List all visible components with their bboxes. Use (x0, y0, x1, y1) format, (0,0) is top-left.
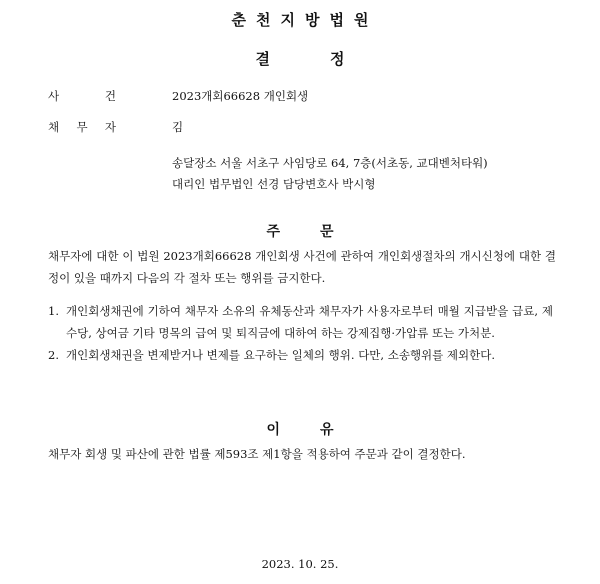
decision-date: 2023. 10. 25. (261, 557, 339, 571)
case-label: 사 건 (48, 89, 116, 103)
order-intro: 채무자에 대한 이 법원 2023개회66628 개인회생 사건에 관하여 개인회생절차의 개시신청에 대한 결정이 있을 때까지 다음의 각 절차 또는 행위를 금지한다. (48, 249, 556, 285)
list-item: 2. 개인회생채권을 변제받거나 변제를 요구하는 일체의 행위. 다만, 소송행위를 제외한다. (48, 348, 496, 362)
court-name: 춘천지방법원 (231, 11, 379, 29)
order-list (48, 300, 553, 366)
debtor-row (48, 119, 184, 135)
debtor-name: 김 (172, 120, 184, 134)
reason-heading: 이유 (266, 422, 374, 438)
order-heading: 주문 (266, 224, 374, 240)
document-title: 결정 (255, 50, 405, 68)
legal-agent: 대리인 법무법인 선경 담당변호사 박시형 (172, 177, 376, 191)
reason-text: 채무자 회생 및 파산에 관한 법률 제593조 제1항을 적용하여 주문과 같이 결정한다. (48, 447, 466, 461)
list-item: 1. 개인회생채권에 기하여 채무자 소유의 유체동산과 채무자가 사용자로부터 매월 지급받을 급료, 제수당, 상여금 기타 명목의 급여 및 퇴직금에 대하여 하는 강제집행·가압류 또는 가처분. (48, 304, 553, 340)
debtor-label: 채 무 자 (48, 120, 116, 134)
case-row (48, 88, 309, 104)
case-number: 2023개회66628 개인회생 (172, 89, 309, 103)
service-address: 송달장소 서울 서초구 사임당로 64, 7층(서초동, 교대벤처타워) (172, 156, 488, 170)
